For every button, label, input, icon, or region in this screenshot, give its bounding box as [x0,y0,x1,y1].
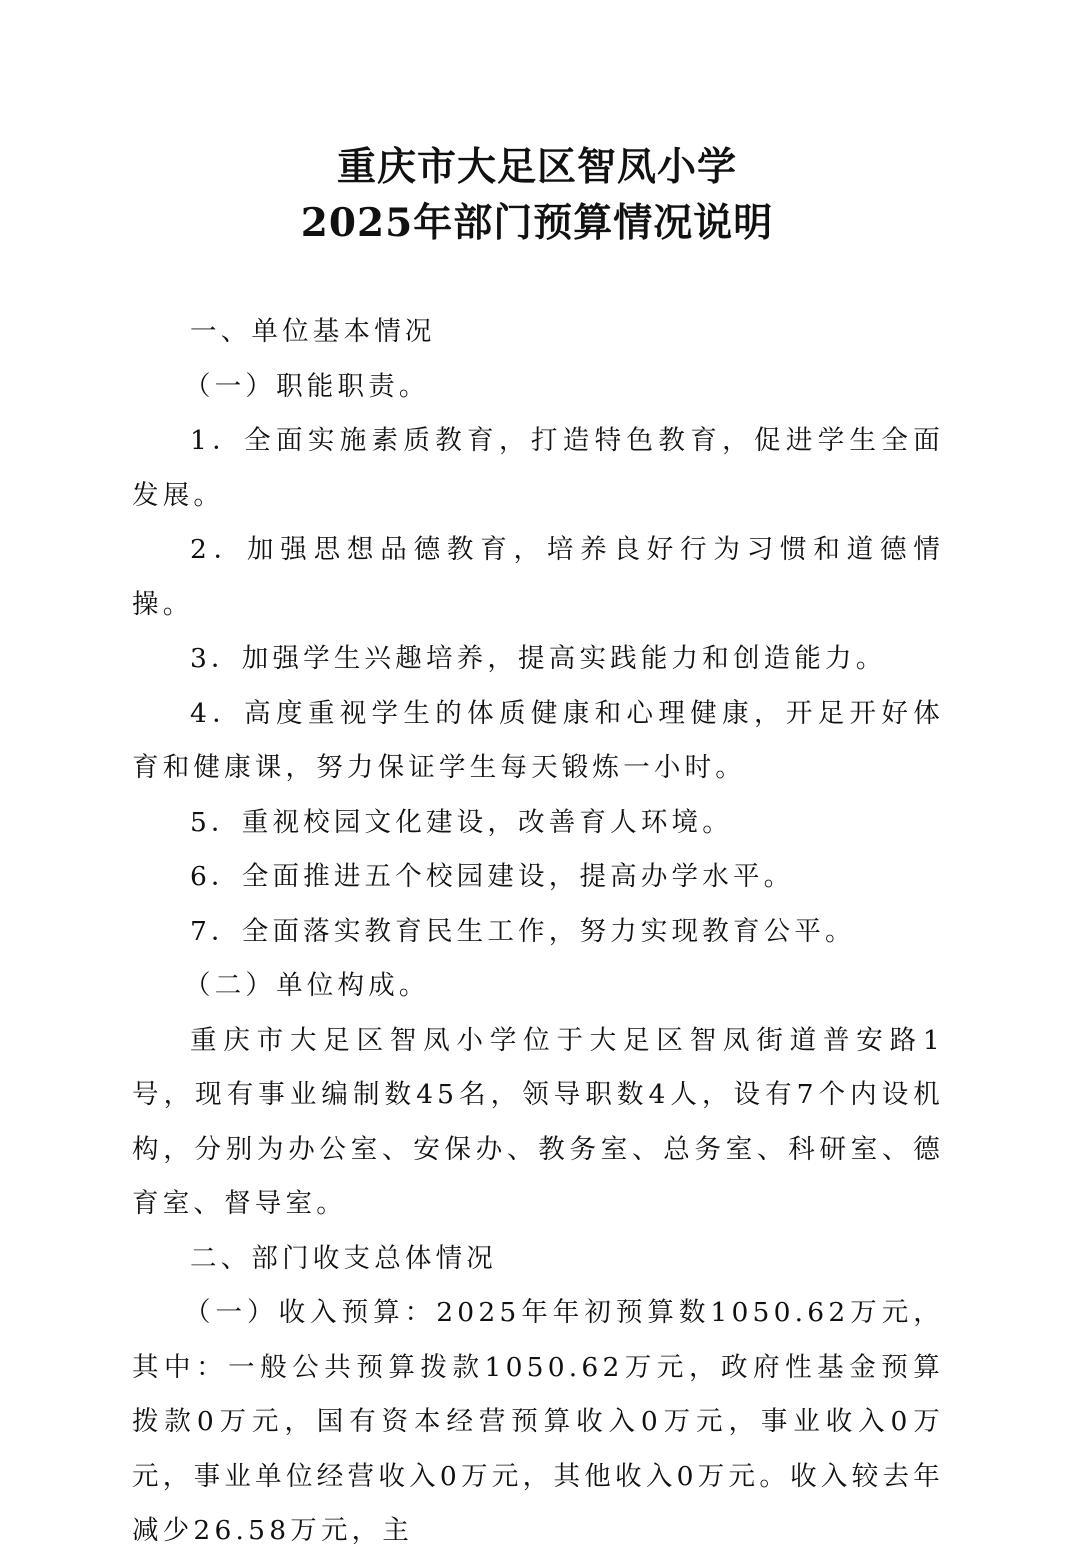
document-title: 重庆市大足区智凤小学 [336,144,737,190]
duty-item-6: 6．全面推进五个校园建设，提高办学水平。 [190,861,795,892]
subsection-heading-composition: （二）单位构成。 [184,970,430,1001]
income-budget-paragraph: （一）收入预算：2025年年初预算数1050.62万元，其中：一般公共预算拨款1050.62万元，政府性基金预算拨款0万元，国有资本经营预算收入0万元，事业收入0万元，事业单位经营收入0万元，其他收入0万元。收入较去年减少26.58万元，主 [132,1297,944,1546]
duty-item-7: 7．全面落实教育民生工作，努力实现教育公平。 [190,915,856,947]
duty-item-5: 5．重视校园文化建设，改善育人环境。 [190,806,733,838]
duty-item-4: 4．高度重视学生的体质健康和心理健康，开足开好体育和健康课，努力保证学生每天锻炼一小时。 [132,697,944,783]
section-heading-unit-basics: 一、单位基本情况 [190,316,436,347]
document-subtitle: 2025年部门预算情况说明 [300,200,774,246]
composition-paragraph: 重庆市大足区智凤小学位于大足区智凤街道普安路1号，现有事业编制数45名，领导职数4人，设有7个内设机构，分别为办公室、安保办、教务室、总务室、科研室、德育室、督导室。 [132,1024,944,1219]
document-body [132,305,944,1559]
duty-item-1: 1．全面实施素质教育，打造特色教育，促进学生全面发展。 [132,425,944,511]
section-heading-budget-overview: 二、部门收支总体情况 [190,1242,497,1274]
duty-item-2: 2．加强思想品德教育，培养良好行为习惯和道德情操。 [132,534,944,620]
duty-item-3: 3．加强学生兴趣培养，提高实践能力和创造能力。 [190,643,887,674]
subsection-heading-functions: （一）职能职责。 [184,370,430,402]
